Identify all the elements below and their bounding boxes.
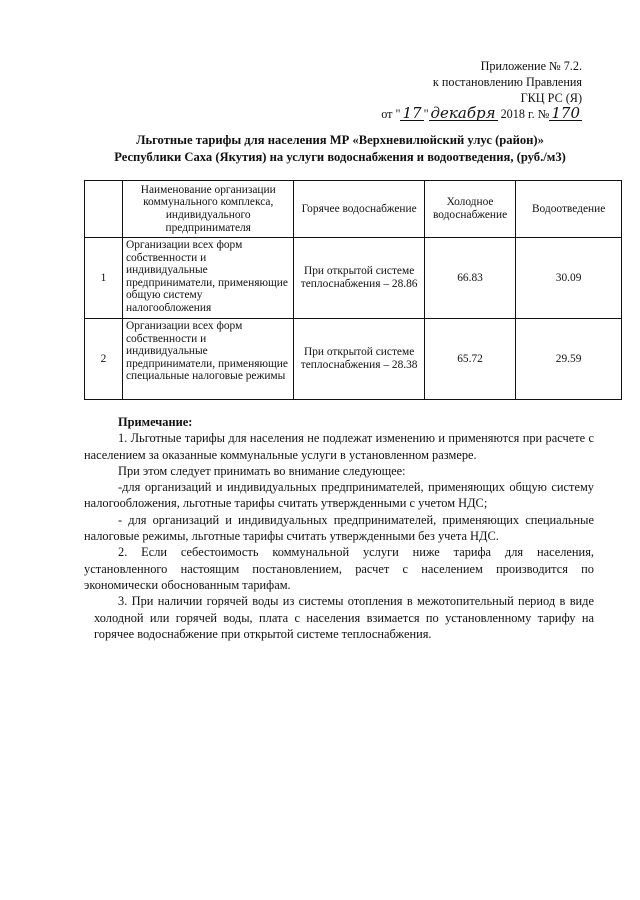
header-hot-water: Горячее водоснабжение [294, 181, 424, 238]
document-title [70, 132, 610, 166]
appendix-authority: ГКЦ РС (Я) [520, 91, 582, 105]
header-number [85, 181, 123, 238]
note-paragraph-3: -для организаций и индивидуальных предпринимателей, применяющих общую систему налогообложения, льготные тарифы считать утвержденными с учетом НДС; [84, 480, 594, 511]
row-number: 1 [85, 238, 123, 319]
date-year: 2018 г. № [497, 107, 550, 121]
table-header-row [85, 181, 622, 238]
row-organization: Организации всех форм собственности и индивидуальные предприниматели, применяющие общую систему налогообложения [122, 238, 293, 319]
notes-section [84, 414, 594, 642]
header-drainage: Водоотведение [516, 181, 622, 238]
appendix-date-line [381, 106, 582, 122]
row-hot-water: При открытой системе теплоснабжения – 28.86 [294, 238, 424, 319]
appendix-block [381, 58, 582, 122]
note-paragraph-2: При этом следует принимать во внимание следующее: [118, 463, 406, 478]
table-row [85, 319, 622, 400]
appendix-reference: к постановлению Правления [432, 75, 582, 89]
row-drainage: 30.09 [516, 238, 622, 319]
title-line-1: Льготные тарифы для населения МР «Верхневилюйский улус (район)» [136, 133, 544, 147]
date-day-handwritten: 17 [402, 104, 422, 122]
note-paragraph-6: 3. При наличии горячей воды из системы отопления в межотопительный период в виде холодной или горячей воды, плата с населения взимается по установленному тарифу на горячее водоснабжение при открытой системе теплоснабжения. [94, 594, 594, 641]
table-row [85, 238, 622, 319]
date-month-handwritten: декабря [430, 104, 496, 122]
note-paragraph-1: 1. Льготные тарифы для населения не подлежат изменению и применяются при расчете с населением за оказанные коммунальные услуги в установленном размере. [84, 431, 594, 462]
tariff-table [84, 180, 622, 400]
date-quote: " [423, 107, 429, 121]
row-organization: Организации всех форм собственности и индивидуальные предприниматели, применяющие специальные налоговые режимы [122, 319, 293, 400]
header-cold-water: Холодное водоснабжение [424, 181, 515, 238]
appendix-number: Приложение № 7.2. [480, 59, 582, 73]
title-line-2: Республики Саха (Якутия) на услуги водоснабжения и водоотведения, (руб./м3) [114, 150, 566, 164]
row-cold-water: 66.83 [424, 238, 515, 319]
header-organization: Наименование организации коммунального комплекса, индивидуального предпринимателя [122, 181, 293, 238]
row-drainage: 29.59 [516, 319, 622, 400]
row-number: 2 [85, 319, 123, 400]
row-cold-water: 65.72 [424, 319, 515, 400]
decree-number-handwritten: 170 [551, 104, 580, 122]
note-paragraph-5: 2. Если себестоимость коммунальной услуги ниже тарифа для населения, установленного настоящим постановлением, расчет с населением производится по экономически обоснованным тарифам. [84, 545, 594, 592]
note-paragraph-4: - для организаций и индивидуальных предпринимателей, применяющих специальные налоговые режимы, льготные тарифы считать утвержденными без учета НДС. [84, 512, 594, 544]
notes-heading: Примечание: [118, 415, 193, 429]
row-hot-water: При открытой системе теплоснабжения – 28.38 [294, 319, 424, 400]
date-prefix: от " [381, 107, 401, 121]
